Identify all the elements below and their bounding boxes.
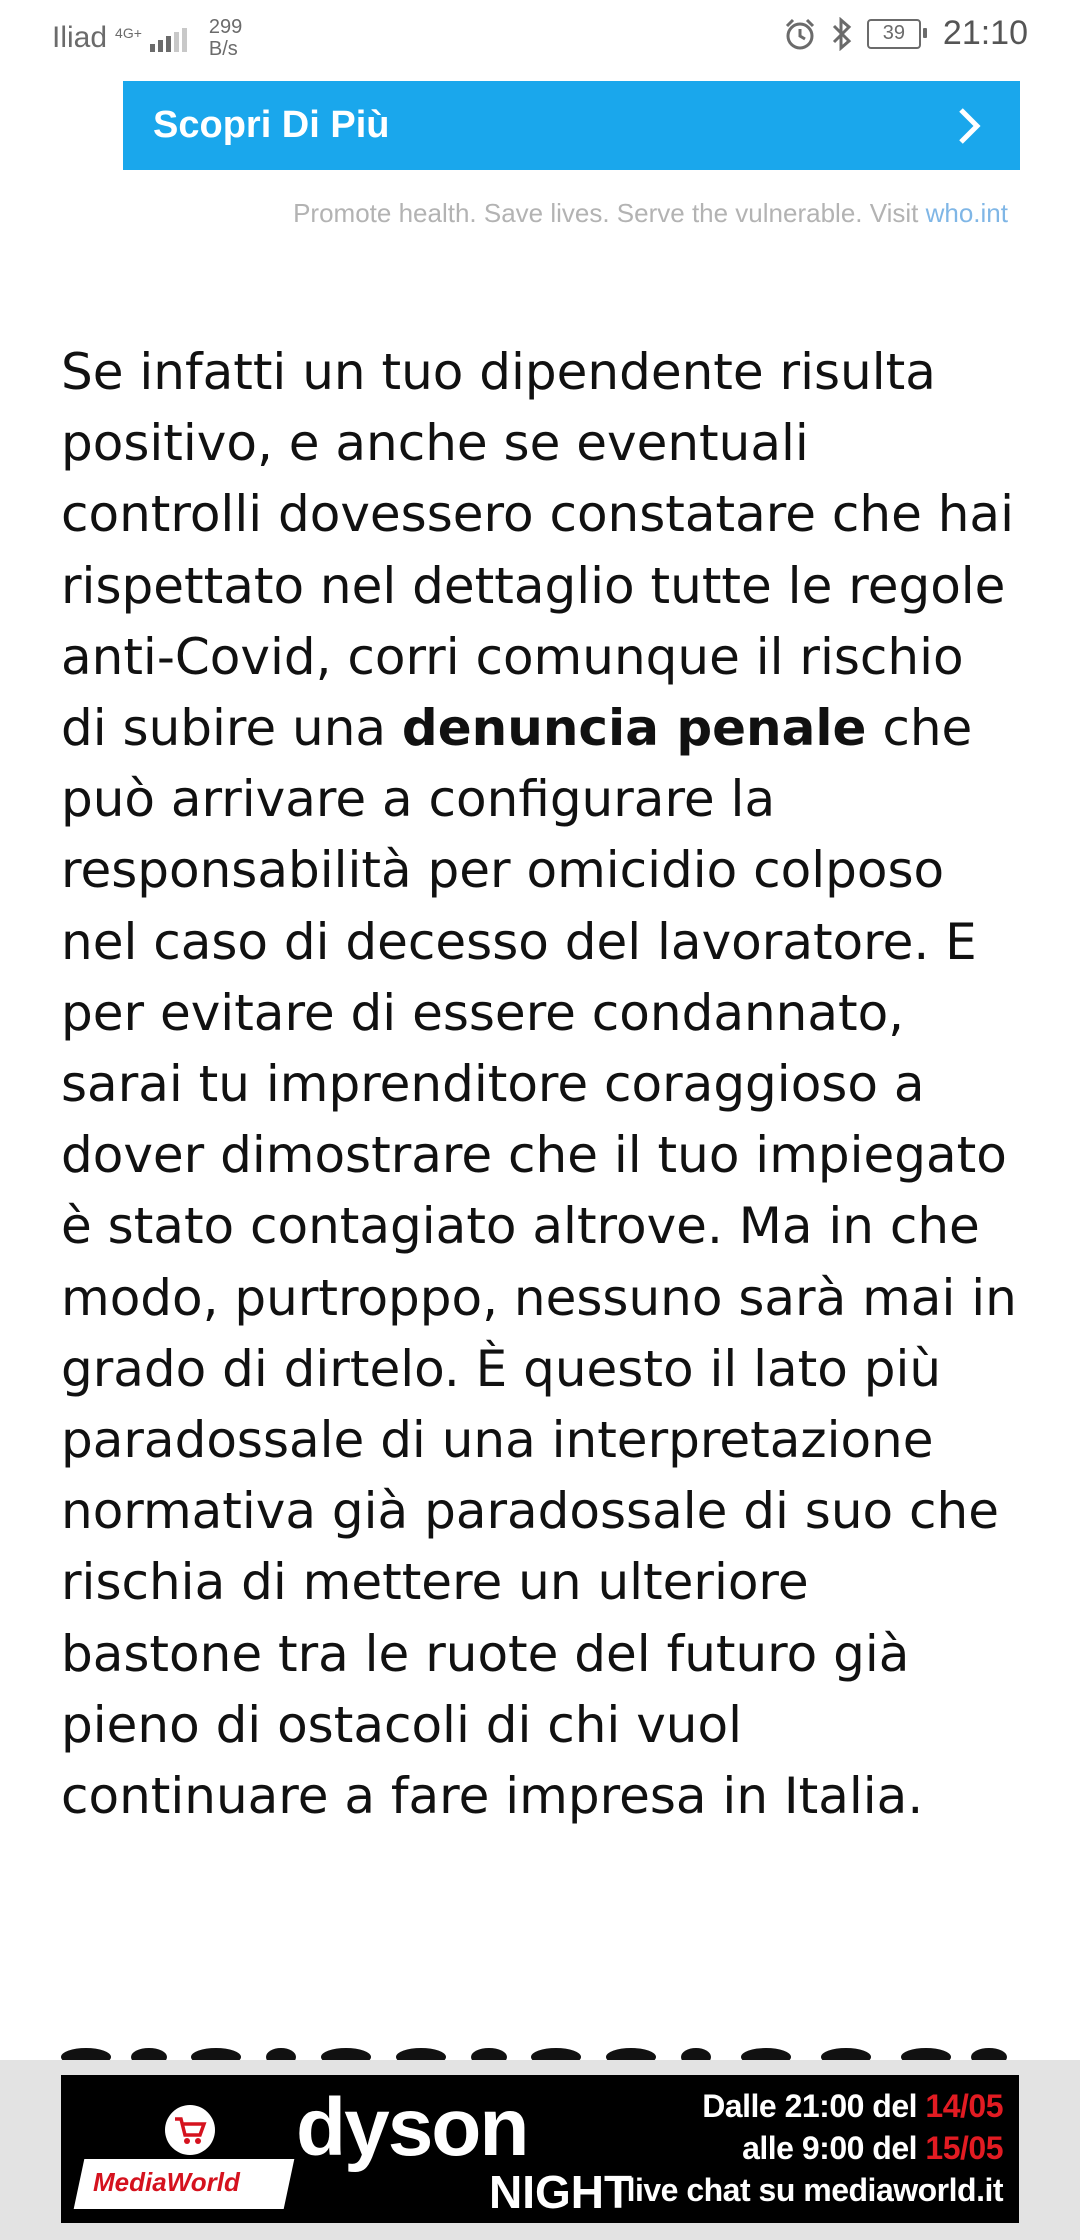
- bluetooth-icon: [831, 17, 853, 51]
- chevron-right-icon: [956, 106, 982, 146]
- network-speed: [209, 16, 242, 60]
- promo-line-1: Dalle 21:00 del 14/05: [702, 2088, 1003, 2124]
- ad-disclaimer: [293, 198, 1008, 229]
- battery-level: 39: [882, 22, 906, 44]
- status-bar: [0, 0, 1080, 80]
- ad-learn-more-button[interactable]: [123, 81, 1020, 170]
- ad-disclaimer-link[interactable]: who.int: [925, 198, 1008, 228]
- mediaworld-brand: MediaWorld: [93, 2167, 240, 2197]
- signal-icon: [150, 28, 187, 52]
- article-bold-text: denuncia penale: [401, 699, 867, 758]
- status-left: [52, 16, 242, 60]
- speed-unit: B/s: [208, 38, 238, 60]
- clock: 21:10: [942, 14, 1028, 52]
- cart-icon: [165, 2105, 215, 2155]
- article-text-1: Se infatti un tuo dipendente risulta positivo, e anche se eventuali controlli dovessero constatare che hai rispettato nel dettaglio tutte le regole anti-Covid, corri comunque il rischio di subire una: [61, 343, 1014, 758]
- dyson-logo: dyson: [296, 2082, 528, 2173]
- network-type: 4G+: [115, 25, 142, 41]
- carrier-name: Iliad: [52, 21, 108, 54]
- night-label: NIGHT: [489, 2166, 633, 2218]
- alarm-icon: [783, 17, 817, 51]
- promo-line-2: alle 9:00 del 15/05: [742, 2130, 1003, 2166]
- status-right: [783, 14, 1028, 53]
- promo-line-3: live chat su mediaworld.it: [626, 2172, 1003, 2208]
- article-paragraph: [61, 337, 1021, 1832]
- article-text-2: che può arrivare a configurare la responsabilità per omicidio colposo nel caso di decesso del lavoratore. E per evitare di essere condannato, sarai tu imprenditore coraggioso a dover dimostrare che il tuo impiegato è stato contagiato altrove. Ma in che modo, purtroppo, nessuno sarà mai in grado di dirtelo. È questo il lato più paradossale di una interpretazione normativa già paradossale di suo che rischia di mettere un ulteriore bastone tra le ruote del futuro già pieno di ostacoli di chi vuol continuare a fare impresa in Italia.: [61, 699, 1017, 1826]
- mediaworld-logo: [79, 2097, 279, 2207]
- ad-disclaimer-text: Promote health. Save lives. Serve the vulnerable. Visit: [293, 198, 926, 228]
- battery-icon: [867, 19, 921, 49]
- mediaworld-ad-banner[interactable]: [61, 2075, 1019, 2223]
- speed-value: 299: [208, 16, 243, 38]
- promo-text: [627, 2085, 1003, 2211]
- ad-button-label: Scopri Di Più: [153, 104, 390, 146]
